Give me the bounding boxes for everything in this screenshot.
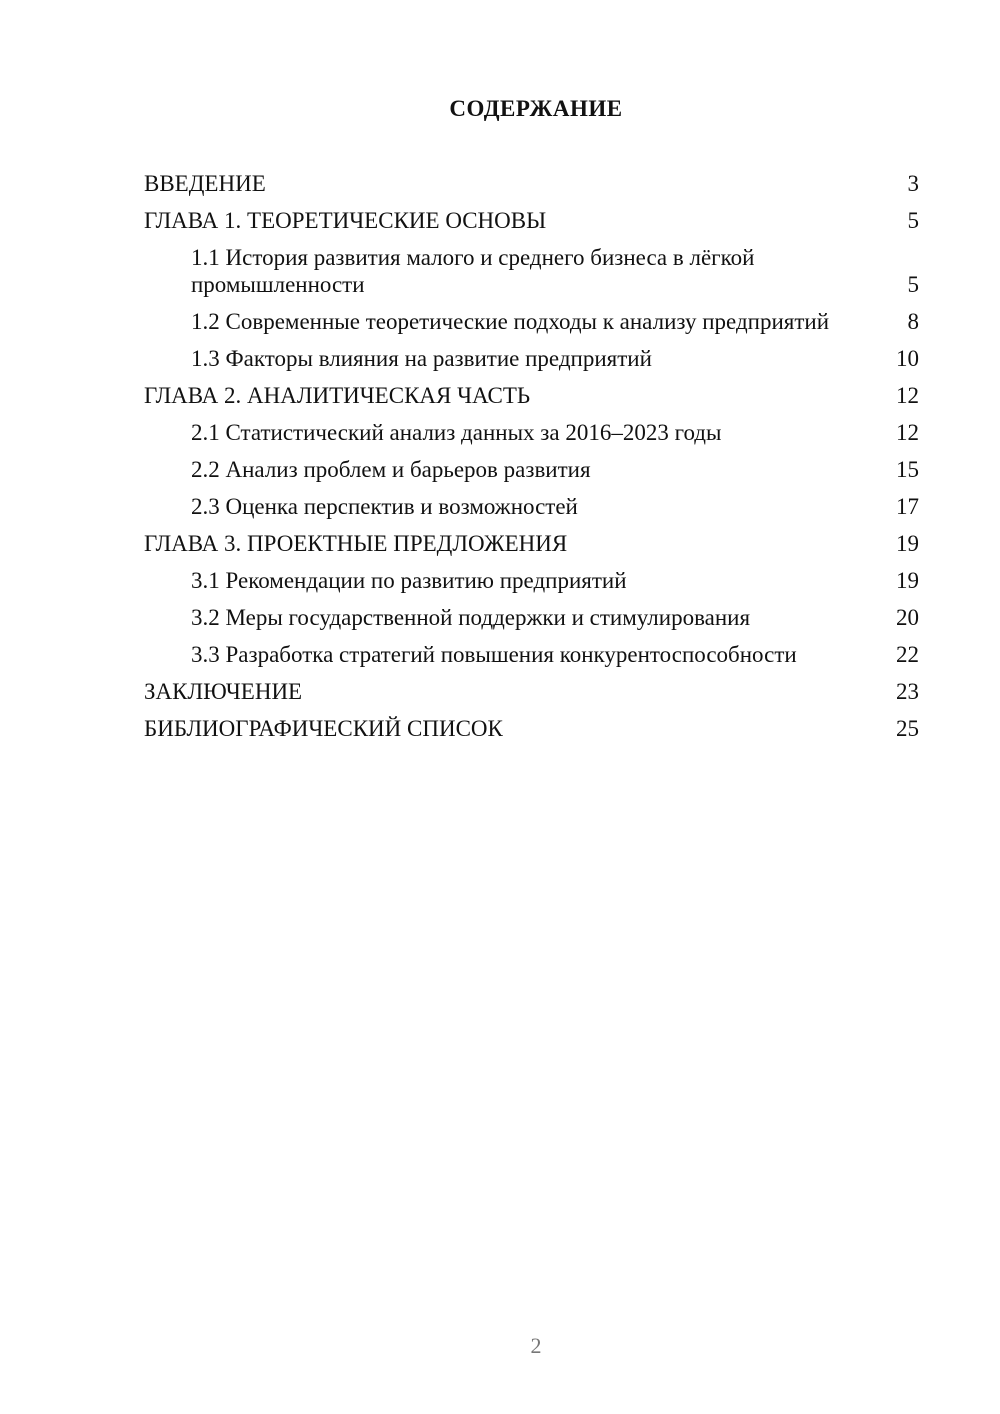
- toc-entry-page: 3: [907, 171, 919, 196]
- toc-entry-section-1-2: [144, 308, 919, 335]
- toc-entry-page: 23: [896, 679, 919, 704]
- toc-entry-page: 10: [896, 346, 919, 371]
- toc-entry-page: 12: [896, 420, 919, 445]
- toc-entry-text: 1.3 Факторы влияния на развитие предприятий: [191, 346, 652, 371]
- toc-entry-conclusion: [144, 678, 919, 705]
- toc-entry-text: ГЛАВА 1. ТЕОРЕТИЧЕСКИЕ ОСНОВЫ: [144, 208, 547, 233]
- toc-entry-page: 20: [896, 605, 919, 630]
- toc-entry-page: 5: [907, 272, 919, 297]
- toc-entry-chapter-3: [144, 530, 919, 557]
- toc-entry-page: 25: [896, 716, 919, 741]
- toc-entry-page: 22: [896, 642, 919, 667]
- toc-entry-page: 17: [896, 494, 919, 519]
- toc-entry-chapter-2: [144, 382, 919, 409]
- toc-entry-chapter-1: [144, 207, 919, 234]
- toc-entry-section-3-3: [144, 641, 919, 668]
- toc-entry-text: ВВЕДЕНИЕ: [144, 171, 266, 196]
- toc-entry-page: 15: [896, 457, 919, 482]
- toc-entry-section-2-2: [144, 456, 919, 483]
- toc-entry-bibliography: [144, 715, 919, 742]
- toc-entry-introduction: [144, 170, 919, 197]
- toc-entry-section-2-1: [144, 419, 919, 446]
- toc-entry-text: 1.1 История развития малого и среднего бизнеса в лёгкой промышленности: [191, 245, 755, 297]
- toc-entry-page: 12: [896, 383, 919, 408]
- toc-entry-text: 3.2 Меры государственной поддержки и стимулирования: [191, 605, 751, 630]
- toc-entry-page: 5: [907, 208, 919, 233]
- toc-entry-text: ГЛАВА 2. АНАЛИТИЧЕСКАЯ ЧАСТЬ: [144, 383, 531, 408]
- toc-entry-text: ГЛАВА 3. ПРОЕКТНЫЕ ПРЕДЛОЖЕНИЯ: [144, 531, 568, 556]
- toc-entry-text: ЗАКЛЮЧЕНИЕ: [144, 679, 303, 704]
- toc-entry-section-3-1: [144, 567, 919, 594]
- toc-entry-text: 2.1 Статистический анализ данных за 2016–2023 годы: [191, 420, 722, 445]
- toc-entry-section-3-2: [144, 604, 919, 631]
- toc-entry-text: 2.3 Оценка перспектив и возможностей: [191, 494, 578, 519]
- toc-entry-section-1-1: [144, 244, 919, 298]
- page-number: 2: [530, 1333, 542, 1358]
- toc-entry-text: 1.2 Современные теоретические подходы к анализу предприятий: [191, 309, 830, 334]
- table-of-contents: [144, 170, 919, 752]
- toc-entry-page: 8: [907, 309, 919, 334]
- toc-entry-section-1-3: [144, 345, 919, 372]
- toc-entry-text: 3.3 Разработка стратегий повышения конкурентоспособности: [191, 642, 797, 667]
- toc-entry-text: 3.1 Рекомендации по развитию предприятий: [191, 568, 627, 593]
- toc-entry-page: 19: [896, 568, 919, 593]
- toc-title: СОДЕРЖАНИЕ: [449, 96, 623, 121]
- toc-entry-text: 2.2 Анализ проблем и барьеров развития: [191, 457, 591, 482]
- toc-entry-page: 19: [896, 531, 919, 556]
- toc-entry-section-2-3: [144, 493, 919, 520]
- toc-entry-text: БИБЛИОГРАФИЧЕСКИЙ СПИСОК: [144, 716, 503, 741]
